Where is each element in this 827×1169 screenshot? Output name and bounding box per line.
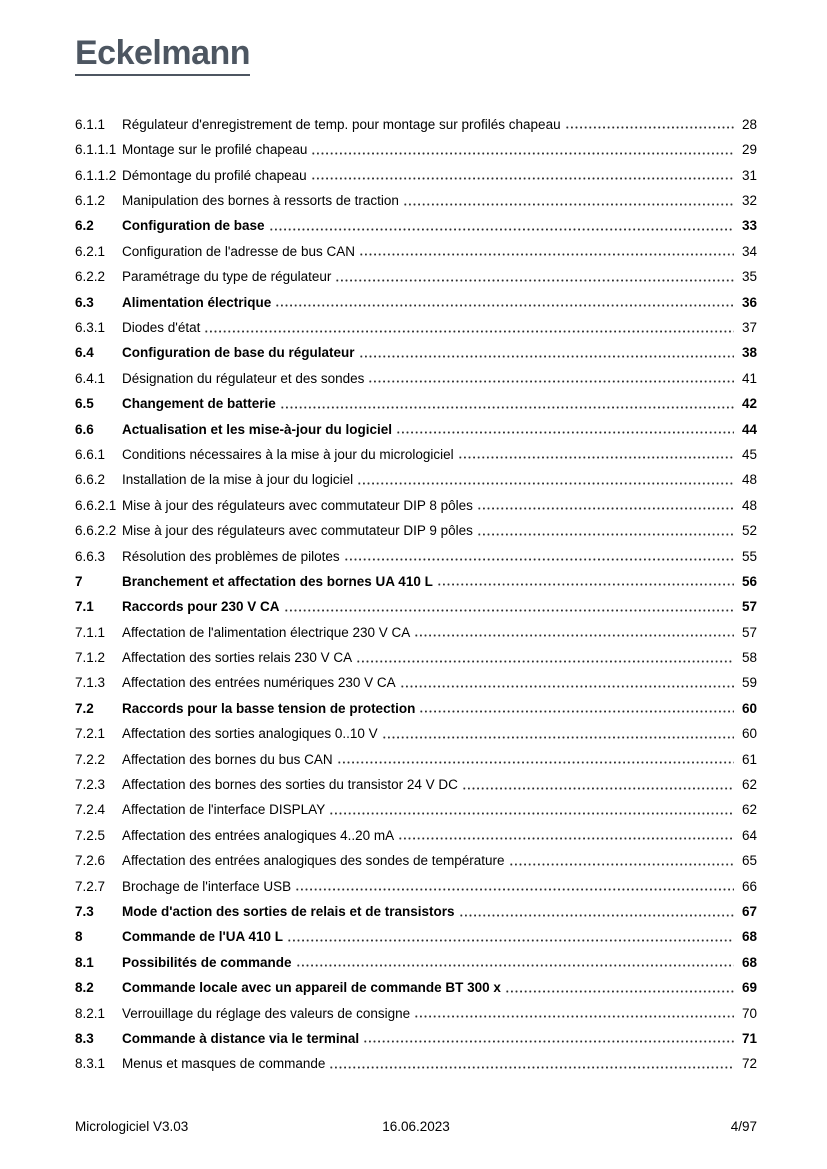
toc-entry-number: 7.2.6 [75, 853, 106, 869]
toc-entry-number: 8.2 [75, 980, 94, 996]
toc-entry-title: Raccords pour 230 V CA [122, 599, 280, 615]
footer-firmware-version: Micrologiciel V3.03 [75, 1119, 189, 1134]
toc-entry-number: 6.4 [75, 345, 94, 361]
toc-entry[interactable] [75, 716, 757, 741]
toc-entry-page: 56 [741, 573, 757, 589]
toc-leader-dots [437, 583, 734, 586]
toc-entry-title: Mode d'action des sorties de relais et de transistors [122, 903, 455, 919]
toc-entry-number: 7.2.5 [75, 827, 106, 843]
toc-entry[interactable] [75, 158, 757, 183]
toc-entry-title: Configuration de l'adresse de bus CAN [122, 243, 355, 259]
toc-entry-page: 37 [741, 320, 757, 335]
toc-leader-dots [337, 761, 734, 764]
toc-entry[interactable] [75, 894, 757, 919]
toc-entry-page: 61 [741, 751, 757, 767]
toc-leader-dots [356, 660, 734, 663]
toc-entry-number: 8.2.1 [75, 1005, 106, 1021]
toc-leader-dots [414, 1015, 734, 1018]
toc-entry-page: 52 [741, 523, 757, 539]
toc-entry-number: 6.1.1.1 [75, 142, 117, 158]
footer-date: 16.06.2023 [382, 1119, 450, 1134]
toc-leader-dots [477, 533, 734, 536]
toc-entry-number: 6.6.3 [75, 548, 106, 564]
toc-entry-page: 58 [741, 650, 757, 666]
toc-entry-number: 6.6.2.1 [75, 497, 117, 513]
toc-entry[interactable] [75, 132, 757, 157]
toc-entry-number: 6.4.1 [75, 370, 106, 386]
toc-leader-dots [311, 177, 734, 180]
toc-leader-dots [329, 812, 734, 815]
toc-leader-dots [505, 990, 734, 993]
footer-page-number: 4/97 [730, 1119, 757, 1134]
toc-entry-number: 7.2.7 [75, 878, 106, 894]
toc-entry-title: Désignation du régulateur et des sondes [122, 370, 365, 386]
toc-entry-number: 6.1.2 [75, 193, 106, 209]
toc-entry[interactable] [75, 818, 757, 843]
toc-entry-number: 6.5 [75, 396, 94, 412]
toc-entry-page: 72 [741, 1056, 757, 1072]
toc-entry-title: Démontage du profilé chapeau [122, 167, 307, 183]
toc-entry-number: 7.2.2 [75, 751, 106, 767]
toc-entry-number: 7.3 [75, 903, 94, 919]
toc-leader-dots [284, 609, 734, 612]
toc-entry[interactable] [75, 945, 757, 970]
toc-entry[interactable] [75, 691, 757, 716]
toc-entry-number: 7.1.3 [75, 675, 106, 691]
toc-leader-dots [382, 736, 734, 739]
toc-leader-dots [400, 685, 734, 688]
toc-entry-title: Affectation des entrées analogiques des sondes de température [122, 853, 505, 869]
toc-entry-title: Paramétrage du type de régulateur [122, 269, 332, 285]
toc-entry[interactable] [75, 970, 757, 995]
toc-leader-dots [459, 914, 734, 917]
toc-entry[interactable] [75, 767, 757, 792]
toc-leader-dots [396, 431, 734, 434]
toc-entry-title: Menus et masques de commande [122, 1056, 326, 1072]
toc-entry-title: Changement de batterie [122, 396, 276, 412]
toc-entry[interactable] [75, 869, 757, 894]
toc-entry-title: Affectation de l'alimentation électrique 230 V CA [122, 624, 411, 640]
toc-entry-page: 62 [741, 777, 757, 793]
toc-entry-title: Résolution des problèmes de pilotes [122, 548, 340, 564]
toc-entry[interactable] [75, 336, 757, 361]
toc-entry[interactable] [75, 1046, 757, 1071]
toc-entry-title: Brochage de l'interface USB [122, 878, 292, 894]
toc-list [75, 107, 757, 1072]
toc-entry[interactable] [75, 920, 757, 945]
toc-entry-page: 64 [741, 827, 757, 843]
toc-entry-title: Raccords pour la basse tension de protection [122, 700, 416, 716]
toc-entry[interactable] [75, 513, 757, 538]
toc-entry-page: 31 [741, 167, 757, 183]
toc-entry-title: Commande à distance via le terminal [122, 1030, 360, 1046]
toc-entry-title: Configuration de base [122, 218, 265, 234]
toc-entry-page: 57 [741, 599, 757, 615]
toc-entry-title: Mise à jour des régulateurs avec commutateur DIP 8 pôles [122, 497, 473, 513]
toc-entry[interactable] [75, 285, 757, 310]
toc-entry-page: 70 [741, 1005, 757, 1021]
toc-leader-dots [344, 558, 734, 561]
toc-entry-page: 57 [741, 624, 757, 640]
toc-entry[interactable] [75, 564, 757, 589]
toc-leader-dots [458, 456, 734, 459]
toc-entry-page: 44 [741, 421, 757, 437]
toc-entry[interactable] [75, 462, 757, 487]
toc-entry-number: 7.1.2 [75, 650, 106, 666]
toc-leader-dots [280, 406, 734, 409]
toc-leader-dots [414, 634, 734, 637]
toc-entry-number: 6.1.1 [75, 116, 106, 132]
toc-entry[interactable] [75, 666, 757, 691]
toc-entry-number: 8.3 [75, 1030, 94, 1046]
toc-leader-dots [204, 330, 734, 333]
toc-leader-dots [509, 863, 734, 866]
toc-entry-page: 45 [741, 446, 757, 462]
toc-entry-page: 42 [741, 396, 757, 412]
toc-entry-number: 8 [75, 929, 83, 945]
toc-entry-number: 7.2.1 [75, 726, 106, 742]
toc-entry-page: 34 [741, 243, 757, 259]
toc-entry[interactable] [75, 234, 757, 259]
toc-entry-title: Configuration de base du régulateur [122, 345, 355, 361]
toc-entry[interactable] [75, 1021, 757, 1046]
toc-entry-number: 6.2.2 [75, 269, 106, 285]
toc-entry-number: 7.2 [75, 700, 94, 716]
toc-entry-title: Commande de l'UA 410 L [122, 929, 283, 945]
toc-entry-page: 69 [741, 980, 757, 996]
toc-entry-number: 7.2.3 [75, 777, 106, 793]
toc-entry-page: 48 [741, 472, 757, 488]
toc-leader-dots [295, 888, 734, 891]
toc-leader-dots [477, 507, 734, 510]
toc-leader-dots [296, 964, 734, 967]
toc-entry[interactable] [75, 615, 757, 640]
toc-entry[interactable] [75, 310, 757, 335]
toc-leader-dots [565, 126, 734, 129]
toc-entry-title: Commande locale avec un appareil de commande BT 300 x [122, 980, 501, 996]
toc-entry-title: Régulateur d'enregistrement de temp. pour montage sur profilés chapeau [122, 116, 561, 132]
toc-entry-title: Verrouillage du réglage des valeurs de consigne [122, 1005, 411, 1021]
toc-entry-title: Affectation des entrées numériques 230 V CA [122, 675, 396, 691]
toc-entry-page: 71 [741, 1030, 757, 1046]
toc-entry-number: 6.6 [75, 421, 94, 437]
toc-entry-number: 6.6.2 [75, 472, 106, 488]
toc-entry-page: 55 [741, 548, 757, 564]
toc-entry-title: Diodes d'état [122, 320, 201, 335]
toc-entry-page: 35 [741, 269, 757, 285]
toc-leader-dots [311, 152, 734, 155]
toc-leader-dots [368, 380, 734, 383]
toc-leader-dots [419, 710, 734, 713]
toc-entry-title: Affectation de l'interface DISPLAY [122, 802, 326, 818]
toc-entry-page: 36 [741, 294, 757, 310]
page-footer [75, 1119, 757, 1135]
toc-entry-page: 32 [741, 193, 757, 209]
toc-entry-title: Alimentation électrique [122, 294, 272, 310]
toc-entry[interactable] [75, 640, 757, 665]
toc-leader-dots [403, 203, 734, 206]
toc-entry[interactable] [75, 996, 757, 1021]
toc-leader-dots [462, 787, 734, 790]
toc-entry-title: Affectation des sorties relais 230 V CA [122, 650, 353, 666]
toc-entry-title: Montage sur le profilé chapeau [122, 142, 308, 158]
toc-entry-number: 8.1 [75, 954, 94, 970]
toc-entry-page: 66 [741, 878, 757, 894]
toc-entry[interactable] [75, 361, 757, 386]
toc-entry-title: Conditions nécessaires à la mise à jour du micrologiciel [122, 446, 454, 462]
toc-entry-page: 41 [741, 370, 757, 386]
toc-entry-number: 6.1.1.2 [75, 167, 117, 183]
toc-entry[interactable] [75, 488, 757, 513]
toc-leader-dots [359, 355, 734, 358]
toc-entry-page: 28 [741, 116, 757, 132]
toc-entry[interactable] [75, 412, 757, 437]
toc-entry[interactable] [75, 386, 757, 411]
toc-entry-page: 68 [741, 954, 757, 970]
toc-entry-page: 62 [741, 802, 757, 818]
toc-entry-page: 29 [741, 142, 757, 158]
toc-entry-number: 6.6.1 [75, 446, 106, 462]
toc-leader-dots [363, 1040, 734, 1043]
toc-entry[interactable] [75, 209, 757, 234]
toc-entry-page: 48 [741, 497, 757, 513]
toc-entry-title: Branchement et affectation des bornes UA 410 L [122, 573, 433, 589]
toc-leader-dots [357, 482, 734, 485]
toc-entry-title: Affectation des entrées analogiques 4..20 mA [122, 827, 395, 843]
toc-entry[interactable] [75, 742, 757, 767]
toc-entry-number: 6.2.1 [75, 243, 106, 259]
toc-entry-number: 6.2 [75, 218, 94, 234]
toc-entry-page: 59 [741, 675, 757, 691]
toc-leader-dots [359, 253, 734, 256]
toc-entry-number: 7 [75, 573, 83, 589]
toc-entry-number: 7.1.1 [75, 624, 106, 640]
toc-entry[interactable] [75, 107, 757, 132]
toc-entry-title: Mise à jour des régulateurs avec commutateur DIP 9 pôles [122, 523, 473, 539]
eckelmann-logo: Eckelmann [75, 36, 250, 76]
toc-entry-number: 6.6.2.2 [75, 523, 117, 539]
toc-leader-dots [398, 837, 734, 840]
toc-entry-title: Affectation des sorties analogiques 0..10 V [122, 726, 378, 742]
toc-entry[interactable] [75, 793, 757, 818]
toc-entry-title: Affectation des bornes du bus CAN [122, 751, 333, 767]
toc-entry-page: 68 [741, 929, 757, 945]
toc-entry[interactable] [75, 843, 757, 868]
toc-entry-number: 7.1 [75, 599, 94, 615]
toc-entry-page: 38 [741, 345, 757, 361]
toc-entry-number: 8.3.1 [75, 1056, 106, 1072]
toc-leader-dots [269, 228, 734, 231]
toc-entry-title: Manipulation des bornes à ressorts de traction [122, 193, 399, 209]
toc-entry-page: 60 [741, 700, 757, 716]
toc-entry[interactable] [75, 539, 757, 564]
toc-leader-dots [287, 939, 734, 942]
toc-entry[interactable] [75, 589, 757, 614]
toc-entry[interactable] [75, 437, 757, 462]
toc-entry-page: 60 [741, 726, 757, 742]
toc-entry-title: Possibilités de commande [122, 954, 292, 970]
toc-leader-dots [329, 1066, 734, 1069]
toc-entry-title: Installation de la mise à jour du logiciel [122, 472, 354, 488]
toc-entry-page: 67 [741, 903, 757, 919]
toc-entry[interactable] [75, 259, 757, 284]
toc-entry-number: 7.2.4 [75, 802, 106, 818]
toc-entry-title: Affectation des bornes des sorties du transistor 24 V DC [122, 777, 458, 793]
toc-leader-dots [335, 279, 734, 282]
toc-entry-title: Actualisation et les mise-à-jour du logiciel [122, 421, 393, 437]
toc-entry[interactable] [75, 183, 757, 208]
toc-leader-dots [275, 304, 734, 307]
toc-entry-page: 65 [741, 853, 757, 869]
toc-entry-number: 6.3 [75, 294, 94, 310]
toc-entry-number: 6.3.1 [75, 320, 106, 335]
toc-entry-page: 33 [741, 218, 757, 234]
